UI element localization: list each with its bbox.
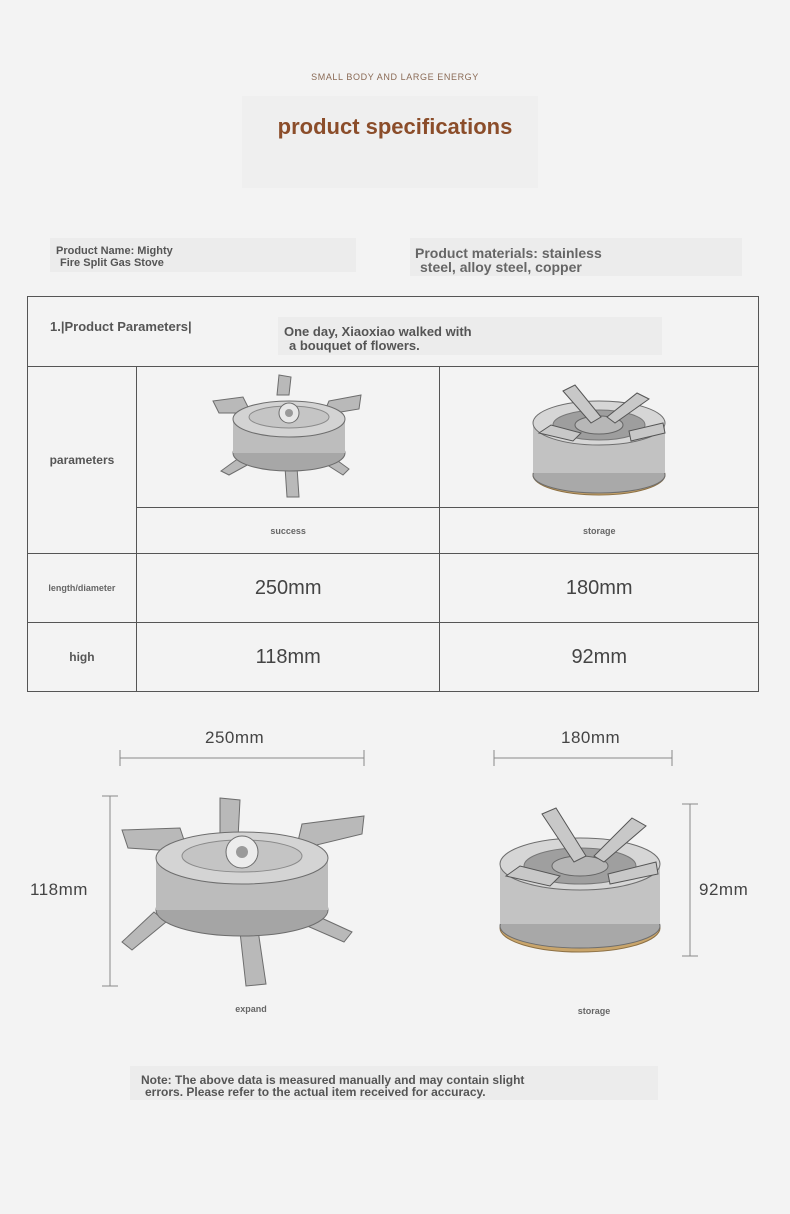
length-stored-cell	[440, 554, 759, 623]
parameters-label: parameters	[49, 453, 115, 467]
tagline: SMALL BODY AND LARGE ENERGY	[311, 72, 479, 82]
story-text	[284, 325, 472, 353]
height-stored-cell	[440, 623, 759, 692]
product-name	[56, 245, 256, 269]
product-name-line1: Product Name: Mighty	[56, 245, 173, 257]
expanded-height-label: 118mm	[30, 880, 88, 899]
caption-success: success	[270, 525, 306, 536]
stored-caption-cell	[440, 508, 759, 554]
stored-caption: storage	[577, 1006, 611, 1016]
height-stored-value: 92mm	[571, 645, 628, 668]
product-materials	[415, 246, 735, 274]
stored-stove-large-image	[494, 804, 674, 960]
height-expanded-value: 118mm	[255, 645, 321, 668]
stored-stove-image	[519, 371, 679, 503]
expanded-caption-cell	[136, 508, 440, 554]
expanded-height-dimension-line	[100, 794, 120, 990]
accuracy-note	[141, 1074, 601, 1098]
expanded-width-dimension-line	[118, 748, 368, 768]
story-line1: One day, Xiaoxiao walked with	[284, 324, 472, 339]
product-materials-line1: Product materials: stainless	[415, 245, 602, 261]
caption-storage: storage	[582, 525, 616, 536]
stored-image-cell	[440, 367, 759, 508]
note-line2: errors. Please refer to the actual item received for accuracy.	[145, 1085, 486, 1099]
product-name-line2: Fire Split Gas Stove	[60, 257, 164, 269]
title-background	[242, 96, 538, 188]
stored-width-label: 180mm	[561, 728, 621, 747]
expanded-image-cell	[136, 367, 440, 508]
parameters-label-cell	[28, 367, 137, 554]
story-line2: a bouquet of flowers.	[289, 338, 420, 353]
note-line1: Note: The above data is measured manually and may contain slight	[141, 1073, 525, 1087]
product-materials-line2: steel, alloy steel, copper	[420, 259, 582, 275]
length-expanded-value: 250mm	[254, 576, 322, 599]
height-expanded-cell	[136, 623, 440, 692]
length-stored-value: 180mm	[565, 576, 633, 599]
stored-height-dimension-line	[680, 802, 700, 960]
length-expanded-cell	[136, 554, 440, 623]
stored-width-dimension-line	[492, 748, 676, 768]
page-title: product specifications	[277, 114, 513, 139]
expanded-width-label: 250mm	[205, 728, 265, 747]
expanded-stove-image	[203, 371, 373, 503]
table-header-cell	[28, 297, 759, 367]
expanded-stove-large-image	[118, 794, 368, 990]
section-title: 1.|Product Parameters|	[50, 319, 192, 334]
length-label-cell	[28, 554, 137, 623]
height-label-cell	[28, 623, 137, 692]
expanded-caption: expand	[235, 1004, 267, 1014]
stored-height-label: 92mm	[699, 880, 749, 899]
parameters-table	[27, 296, 759, 692]
height-label: high	[69, 650, 95, 664]
length-label: length/diameter	[48, 583, 116, 593]
